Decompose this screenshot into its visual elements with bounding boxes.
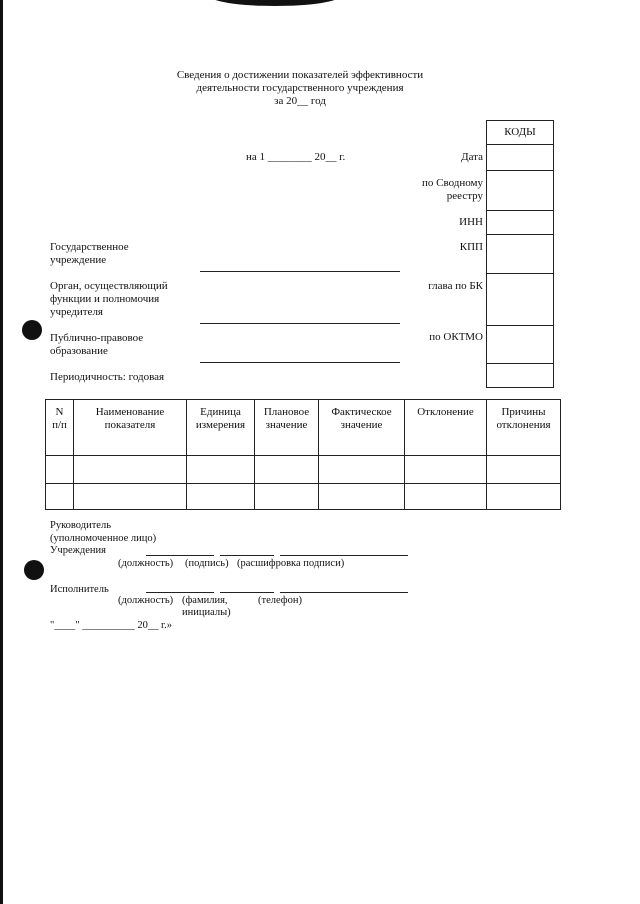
- label-institution: [50, 241, 129, 267]
- indicators-table: [45, 399, 561, 510]
- punch-hole-bottom: [24, 560, 44, 580]
- col-header-deviation: Отклонение: [405, 400, 487, 456]
- table-cell[interactable]: [187, 484, 255, 510]
- table-cell[interactable]: [187, 456, 255, 484]
- code-cell-date[interactable]: [487, 144, 553, 170]
- document-title: [160, 69, 440, 108]
- table-cell[interactable]: [255, 484, 319, 510]
- caption-exec-phone: (телефон): [258, 595, 302, 606]
- col-header-unit: Единица измерения: [187, 400, 255, 456]
- label-registry-line-1: по Сводному: [421, 177, 483, 189]
- col-header-planned: Плановое значение: [255, 400, 319, 456]
- title-line-3: за 20__ год: [274, 95, 326, 107]
- col-header-indicator: Наименование показателя: [74, 400, 187, 456]
- scan-top-blot: [210, 0, 340, 6]
- head-signature-line[interactable]: [220, 555, 274, 556]
- col-header-number: N п/п: [46, 400, 74, 456]
- label-registry: [422, 177, 483, 203]
- head-signature-label: [50, 520, 156, 558]
- codes-box: [486, 120, 554, 388]
- signature-date: "____" __________ 20__ г.»: [50, 620, 172, 631]
- table-cell[interactable]: [74, 484, 187, 510]
- label-bk: глава по БК: [428, 280, 483, 292]
- codes-header: КОДЫ: [504, 126, 536, 138]
- exec-name-line[interactable]: [220, 592, 274, 593]
- executor-label: Исполнитель: [50, 584, 109, 595]
- exec-position-line[interactable]: [146, 592, 214, 593]
- table-cell[interactable]: [319, 456, 405, 484]
- table-cell[interactable]: [46, 456, 74, 484]
- label-public-line-1: Публично-правовое: [50, 332, 144, 344]
- label-public-line-2: образование: [50, 345, 108, 357]
- table-cell[interactable]: [487, 456, 561, 484]
- label-registry-line-2: реестру: [446, 190, 483, 202]
- head-line-1: Руководитель: [50, 520, 111, 531]
- table-cell[interactable]: [255, 456, 319, 484]
- public-entity-fill-line[interactable]: [200, 362, 400, 363]
- exec-phone-line[interactable]: [280, 592, 408, 593]
- label-authority-line-1: Орган, осуществляющий: [50, 280, 168, 292]
- label-date: Дата: [461, 151, 483, 163]
- head-line-3: Учреждения: [50, 545, 106, 556]
- table-row: [46, 456, 561, 484]
- code-cell-kpp[interactable]: [487, 234, 553, 273]
- table-cell[interactable]: [319, 484, 405, 510]
- report-date-line: на 1 ________ 20__ г.: [246, 151, 346, 163]
- caption-exec-name-line-2: инициалы): [182, 607, 231, 618]
- caption-head-decoding: (расшифровка подписи): [237, 558, 345, 569]
- col-header-actual: Фактическое значение: [319, 400, 405, 456]
- table-header-row: [46, 400, 561, 456]
- label-inn: ИНН: [459, 216, 483, 228]
- label-periodicity: Периодичность: годовая: [50, 371, 165, 383]
- col-header-reasons: Причины отклонения: [487, 400, 561, 456]
- label-oktmo: по ОКТМО: [429, 331, 483, 343]
- head-position-line[interactable]: [146, 555, 214, 556]
- code-cell-inn[interactable]: [487, 210, 553, 234]
- head-line-2: (уполномоченное лицо): [50, 532, 157, 544]
- table-cell[interactable]: [74, 456, 187, 484]
- institution-fill-line[interactable]: [200, 271, 400, 272]
- scan-left-edge: [0, 0, 3, 904]
- authority-fill-line[interactable]: [200, 323, 400, 324]
- code-cell-oktmo[interactable]: [487, 325, 553, 363]
- title-line-1: Сведения о достижении показателей эффективности: [176, 69, 424, 81]
- label-institution-line-2: учреждение: [50, 254, 107, 266]
- table-row: [46, 484, 561, 510]
- caption-exec-name-line-1: (фамилия,: [182, 595, 228, 606]
- label-authority-line-3: учредителя: [50, 306, 103, 318]
- code-cell-registry[interactable]: [487, 170, 553, 210]
- label-institution-line-1: Государственное: [50, 241, 129, 253]
- label-authority: [50, 280, 168, 319]
- label-authority-line-2: функции и полномочия: [50, 293, 160, 305]
- caption-exec-position: (должность): [118, 595, 174, 606]
- label-public-entity: [50, 332, 143, 358]
- caption-head-position: (должность): [118, 558, 174, 569]
- table-cell[interactable]: [405, 484, 487, 510]
- code-cell-bk[interactable]: [487, 273, 553, 325]
- label-kpp: КПП: [459, 241, 483, 253]
- punch-hole-top: [22, 320, 42, 340]
- head-decoding-line[interactable]: [280, 555, 408, 556]
- table-cell[interactable]: [405, 456, 487, 484]
- caption-head-signature: (подпись): [185, 558, 229, 569]
- table-cell[interactable]: [487, 484, 561, 510]
- caption-exec-name: [182, 595, 231, 619]
- title-line-2: деятельности государственного учреждения: [196, 82, 404, 94]
- table-cell[interactable]: [46, 484, 74, 510]
- code-cell-periodicity[interactable]: [487, 363, 553, 387]
